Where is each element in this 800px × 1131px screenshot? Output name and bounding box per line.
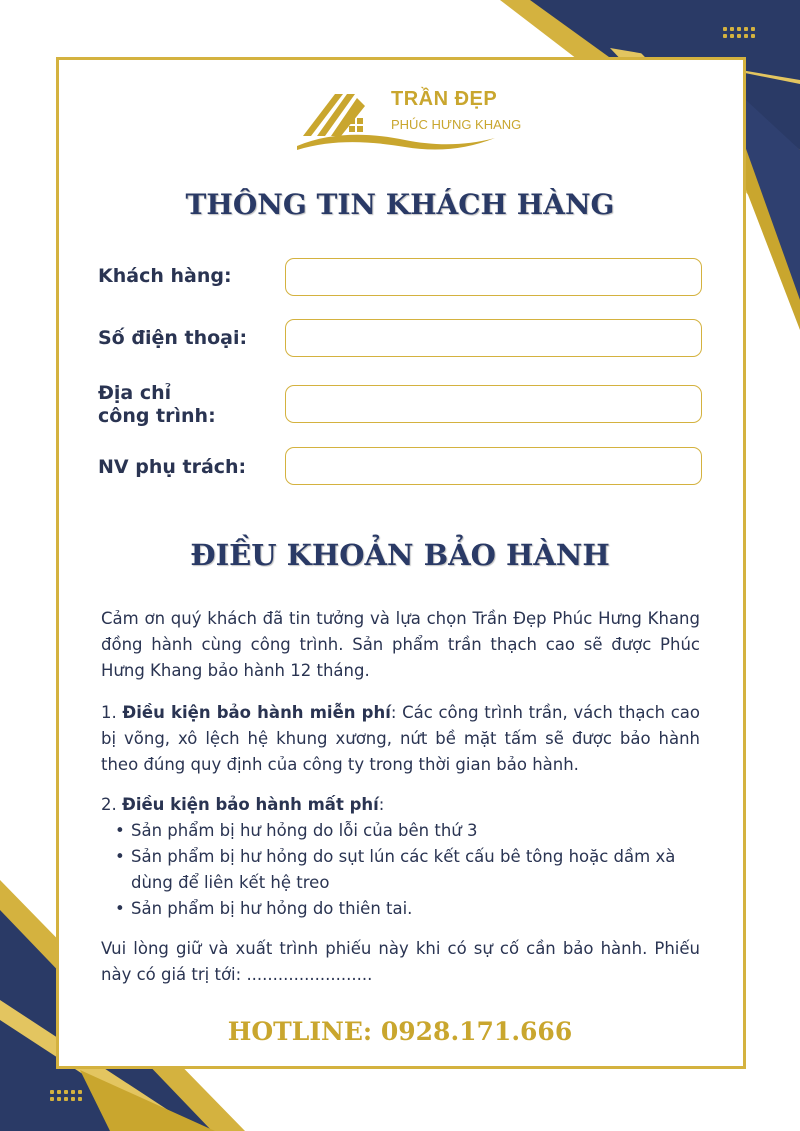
phone-field[interactable] [285,319,702,357]
paid-warranty-prefix: 2. [101,795,122,814]
address-field[interactable] [285,385,702,423]
free-warranty-text: : Các công trình trần, vách thạch cao bị võng, xô lệch hệ khung xương, nứt bề mặt tấm sẽ được bảo hành theo đúng quy định của công ty trong thời gian bảo hành. [101,703,700,774]
dots-top-right [723,27,755,38]
warranty-intro: Cảm ơn quý khách đã tin tưởng và lựa chọn Trần Đẹp Phúc Hưng Khang đồng hành cùng công trình. Sản phẩm trần thạch cao sẽ được Phúc Hưng Khang bảo hành 12 tháng. [101,609,700,680]
phone-label: Số điện thoại: [98,327,248,349]
free-warranty-prefix: 1. [101,703,123,722]
address-label-line1: Địa chỉ [98,382,172,404]
paid-warranty-heading: Điều kiện bảo hành mất phí [122,795,379,814]
warranty-title: ĐIỀU KHOẢN BẢO HÀNH [190,538,610,572]
paid-warranty-heading-line [101,792,700,818]
brand-subname: PHÚC HƯNG KHANG [391,117,522,132]
address-label [98,382,216,428]
brand-name: TRẦN ĐẸP [391,88,498,110]
address-label-line2: công trình: [98,405,216,427]
hotline: HOTLINE: 0928.171.666 [227,1017,573,1046]
paid-warranty-suffix: : [378,795,385,814]
customer-info-title: THÔNG TIN KHÁCH HÀNG [185,188,615,221]
dots-bottom-left [50,1090,82,1101]
customer-name-label: Khách hàng: [98,265,232,287]
staff-field[interactable] [285,447,702,485]
list-item: • Sản phẩm bị hư hỏng do thiên tai. [113,896,700,922]
free-warranty-heading: Điều kiện bảo hành miễn phí [122,703,391,722]
staff-label: NV phụ trách: [98,456,247,478]
customer-name-field[interactable] [285,258,702,296]
list-item: • Sản phẩm bị hư hỏng do lỗi của bên thứ 3 [113,818,700,844]
paid-warranty-list [113,818,700,922]
closing-note: Vui lòng giữ và xuất trình phiếu này khi có sự cố cần bảo hành. Phiếu này có giá trị tới: ........................ [101,939,700,984]
list-item: • Sản phẩm bị hư hỏng do sụt lún các kết cấu bê tông hoặc dầm xà dùng để liên kết hệ treo [113,844,700,896]
free-warranty-paragraph [101,700,700,778]
